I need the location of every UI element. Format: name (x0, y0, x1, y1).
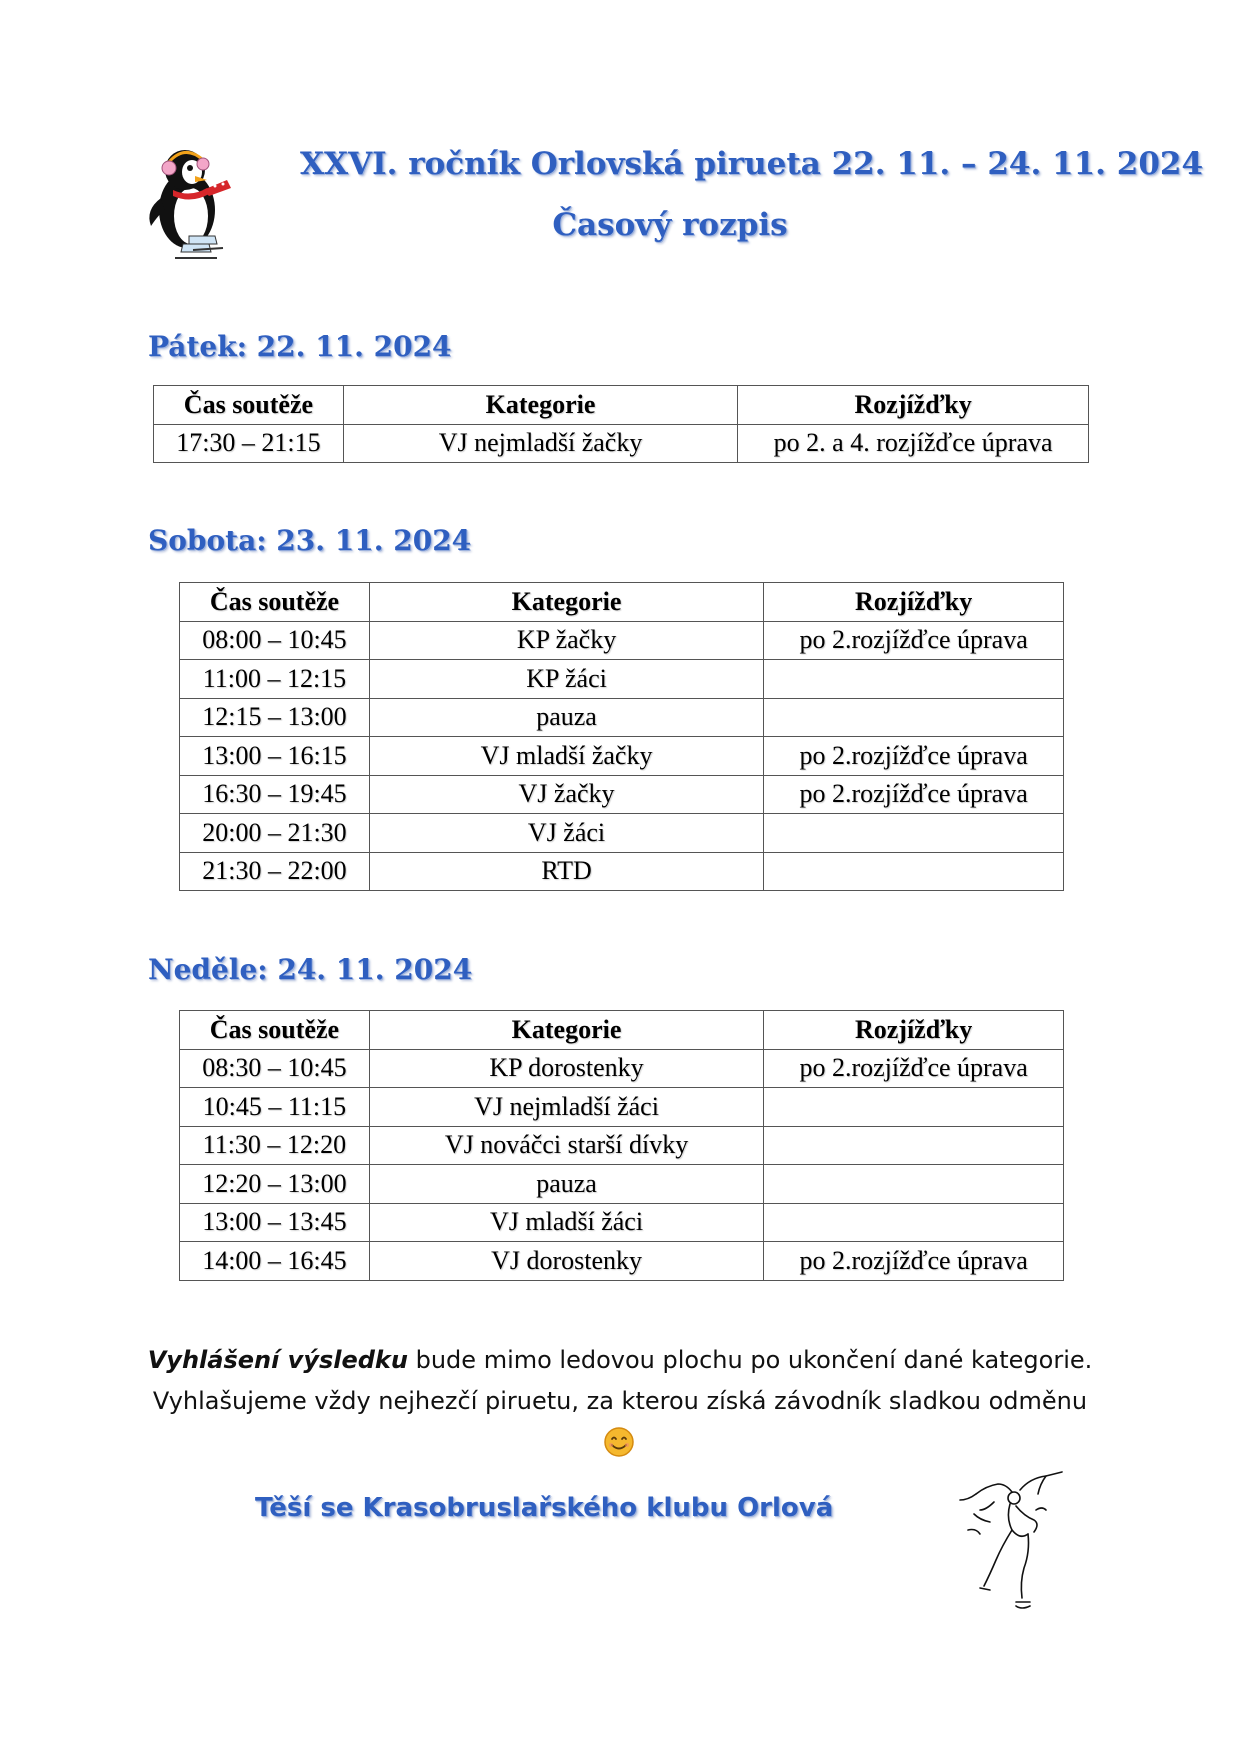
day-heading-saturday: Sobota: 23. 11. 2024 (148, 524, 472, 557)
cell-time: 11:30 – 12:20 (180, 1126, 370, 1165)
cell-category: pauza (369, 1165, 763, 1204)
table-row (180, 621, 1064, 660)
results-announcement-text: bude mimo ledovou plochu po ukončení dané kategorie. (407, 1346, 1093, 1374)
table-row (180, 737, 1064, 776)
cell-time: 20:00 – 21:30 (180, 814, 370, 853)
cell-category: VJ žačky (369, 775, 763, 814)
cell-time: 08:00 – 10:45 (180, 621, 370, 660)
figure-skater-sketch-icon (950, 1470, 1070, 1620)
cell-heats: po 2.rozjížďce úprava (764, 737, 1064, 776)
cell-heats: po 2.rozjížďce úprava (764, 775, 1064, 814)
column-header-time: Čas soutěže (154, 386, 344, 425)
cell-category: VJ žáci (369, 814, 763, 853)
table-row (180, 1049, 1064, 1088)
table-row (180, 814, 1064, 853)
cell-time: 17:30 – 21:15 (154, 424, 344, 463)
table-row (180, 698, 1064, 737)
cell-heats (764, 1165, 1064, 1204)
table-row (180, 1165, 1064, 1204)
table-row (180, 660, 1064, 699)
cell-category: KP dorostenky (369, 1049, 763, 1088)
cell-time: 10:45 – 11:15 (180, 1088, 370, 1127)
table-row (154, 424, 1089, 463)
cell-heats (764, 698, 1064, 737)
cell-category: KP žáci (369, 660, 763, 699)
cell-time: 16:30 – 19:45 (180, 775, 370, 814)
cell-heats (764, 1088, 1064, 1127)
cell-heats (764, 814, 1064, 853)
column-header-heats: Rozjížďky (764, 583, 1064, 622)
column-header-category: Kategorie (369, 1011, 763, 1050)
cell-time: 14:00 – 16:45 (180, 1242, 370, 1281)
cell-category: RTD (369, 852, 763, 891)
results-announcement-note (0, 1346, 1240, 1374)
column-header-heats: Rozjížďky (738, 386, 1089, 425)
reward-note: Vyhlašujeme vždy nejhezčí piruetu, za kterou získá závodník sladkou odměnu (152, 1387, 1088, 1415)
column-header-category: Kategorie (369, 583, 763, 622)
cell-time: 13:00 – 16:15 (180, 737, 370, 776)
cell-time: 12:20 – 13:00 (180, 1165, 370, 1204)
schedule-table-sunday (179, 1010, 1064, 1281)
cell-heats: po 2.rozjížďce úprava (764, 1049, 1064, 1088)
table-row (180, 775, 1064, 814)
table-row (180, 1088, 1064, 1127)
cell-time: 12:15 – 13:00 (180, 698, 370, 737)
page-title: XXVI. ročník Orlovská pirueta 22. 11. – 24. 11. 2024 (300, 146, 1204, 182)
cell-heats (764, 1203, 1064, 1242)
cell-category: VJ mladší žáci (369, 1203, 763, 1242)
penguin-logo-icon (145, 140, 245, 270)
schedule-table-saturday (179, 582, 1064, 891)
cell-category: VJ mladší žačky (369, 737, 763, 776)
smiley-face-icon (603, 1426, 635, 1458)
cell-category: KP žačky (369, 621, 763, 660)
day-heading-friday: Pátek: 22. 11. 2024 (148, 330, 452, 363)
results-announcement-label: Vyhlášení výsledku (147, 1346, 408, 1374)
column-header-time: Čas soutěže (180, 1011, 370, 1050)
day-heading-sunday: Neděle: 24. 11. 2024 (148, 953, 473, 986)
table-row (180, 852, 1064, 891)
table-header-row (154, 386, 1089, 425)
column-header-heats: Rozjížďky (764, 1011, 1064, 1050)
cell-category: VJ nejmladší žačky (343, 424, 737, 463)
cell-time: 11:00 – 12:15 (180, 660, 370, 699)
cell-heats (764, 852, 1064, 891)
cell-heats: po 2. a 4. rozjížďce úprava (738, 424, 1089, 463)
cell-heats: po 2.rozjížďce úprava (764, 1242, 1064, 1281)
schedule-table-friday (153, 385, 1089, 463)
column-header-time: Čas soutěže (180, 583, 370, 622)
cell-time: 21:30 – 22:00 (180, 852, 370, 891)
cell-time: 13:00 – 13:45 (180, 1203, 370, 1242)
cell-category: pauza (369, 698, 763, 737)
column-header-category: Kategorie (343, 386, 737, 425)
cell-time: 08:30 – 10:45 (180, 1049, 370, 1088)
table-header-row (180, 583, 1064, 622)
table-header-row (180, 1011, 1064, 1050)
cell-heats (764, 1126, 1064, 1165)
closing-greeting: Těší se Krasobruslařského klubu Orlová (255, 1493, 834, 1523)
page-subtitle: Časový rozpis (552, 207, 788, 243)
cell-heats: po 2.rozjížďce úprava (764, 621, 1064, 660)
table-row (180, 1242, 1064, 1281)
table-row (180, 1126, 1064, 1165)
cell-category: VJ nováčci starší dívky (369, 1126, 763, 1165)
cell-heats (764, 660, 1064, 699)
cell-category: VJ dorostenky (369, 1242, 763, 1281)
cell-category: VJ nejmladší žáci (369, 1088, 763, 1127)
table-row (180, 1203, 1064, 1242)
